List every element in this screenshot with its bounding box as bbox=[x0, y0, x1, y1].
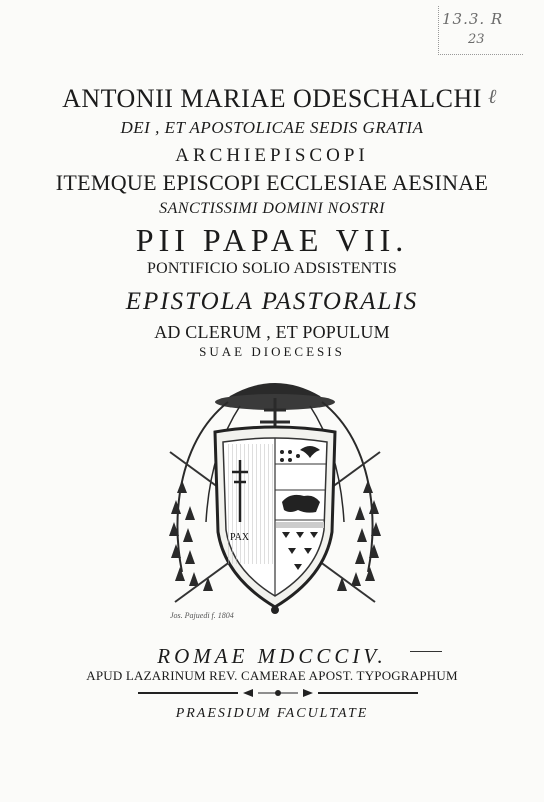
imprint-printer: APUD LAZARINUM REV. CAMERAE APOST. TYPOGRAPHUM bbox=[86, 668, 458, 683]
work-diocese: SUAE DIOECESIS bbox=[199, 344, 345, 359]
shelfmark-line1: 13.3. R bbox=[442, 10, 504, 28]
shelfmark bbox=[438, 4, 530, 58]
shelfmark-line2: 23 bbox=[468, 32, 485, 47]
margin-mark: ℓ bbox=[488, 86, 497, 108]
engraver-credit: Jos. Pajuedi f. 1804 bbox=[170, 611, 234, 620]
title-lord: SANCTISSIMI DOMINI NOSTRI bbox=[159, 200, 385, 217]
imprint-permission: PRAESIDUM FACULTATE bbox=[175, 706, 369, 721]
imprint-place-year: ROMAE MDCCCIV. bbox=[157, 644, 387, 668]
ornamental-rule bbox=[128, 686, 428, 700]
imprint-dash bbox=[410, 651, 442, 652]
tassels-right bbox=[337, 480, 381, 591]
work-title: EPISTOLA PASTORALIS bbox=[125, 288, 419, 315]
title-grace: DEI , ET APOSTOLICAE SEDIS GRATIA bbox=[120, 118, 424, 137]
title-rank: ARCHIEPISCOPI bbox=[175, 145, 369, 166]
crest-motto: PAX bbox=[230, 532, 250, 543]
lion bbox=[282, 495, 320, 513]
title-assistant: PONTIFICIO SOLIO ADSISTENTIS bbox=[146, 260, 398, 277]
title-author: ANTONII MARIAE ODESCHALCHI bbox=[62, 84, 482, 113]
work-addressees: AD CLERUM , ET POPULUM bbox=[154, 322, 390, 342]
title-bishopric: ITEMQUE EPISCOPI ECCLESIAE AESINAE bbox=[55, 170, 489, 195]
title-pope: PII PAPAE VII. bbox=[135, 222, 409, 258]
coat-of-arms bbox=[160, 372, 390, 624]
tassels-left bbox=[169, 480, 213, 591]
